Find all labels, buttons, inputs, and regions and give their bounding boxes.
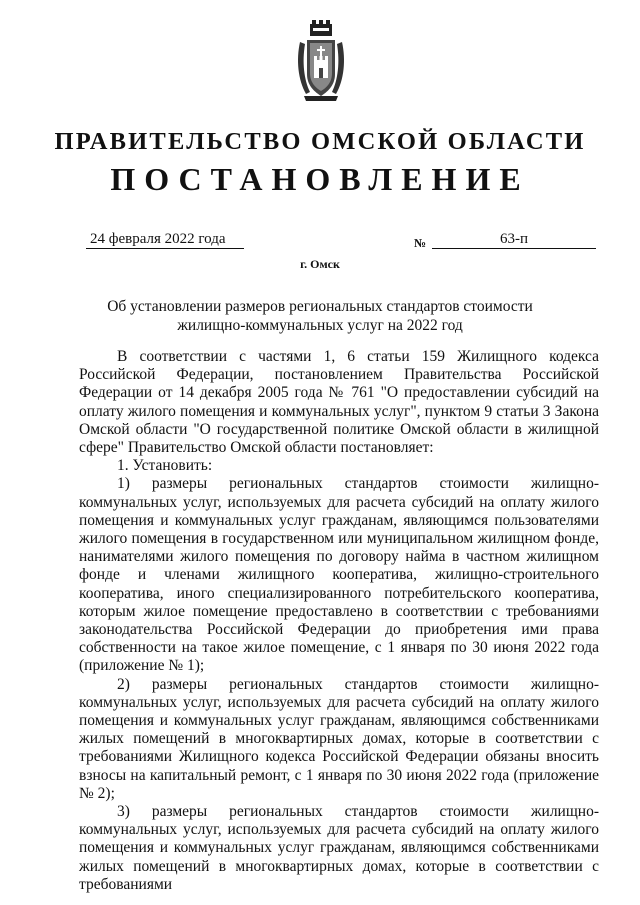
- omsk-coat-of-arms-icon: [296, 20, 346, 102]
- paragraph: 3) размеры региональных стандартов стоимости жилищно-коммунальных услуг, используемых для расчета субсидий на оплату жилого помещения и коммунальных услуг гражданам, являющимся собственниками жилых помещений в многоквартирных домах, которые в соответствии с требованиями: [79, 803, 599, 893]
- paragraph: 2) размеры региональных стандартов стоимости жилищно-коммунальных услуг, используемых для расчета субсидий на оплату жилого помещения и коммунальных услуг гражданам, являющимся собственниками жилых помещений в многоквартирных домах, которые в соответствии с требованиями Жилищного кодекса Российской Федерации обязаны вносить взносы на капитальный ремонт, с 1 января по 30 июня 2022 года (приложение № 2);: [79, 675, 599, 802]
- document-title: [80, 297, 560, 335]
- number-label: №: [414, 236, 427, 250]
- title-line: Об установлении размеров региональных стандартов стоимости: [107, 298, 533, 315]
- organization-name: ПРАВИТЕЛЬСТВО ОМСКОЙ ОБЛАСТИ: [54, 128, 586, 155]
- paragraph: В соответствии с частями 1, 6 статьи 159 Жилищного кодекса Российской Федерации, постановлением Правительства Российской Федерации от 14 декабря 2005 года № 761 "О предоставлении субсидий на оплату жилого помещения и коммунальных услуг", пунктом 9 статьи 3 Закона Омской области "О государственной политике Омской области в жилищной сфере" Правительство Омской области постановляет:: [79, 348, 599, 457]
- document-number: 63-п: [432, 230, 596, 249]
- paragraph: 1. Установить:: [117, 457, 213, 475]
- paragraph: 1) размеры региональных стандартов стоимости жилищно-коммунальных услуг, используемых для расчета субсидий на оплату жилого помещения и коммунальных услуг гражданам, являющимся пользователями жилого помещения в государственном или муниципальном жилищном фонде, нанимателями жилого помещения по договору найма в частном жилищном фонде и членами жилищного кооператива, жилищно-строительного кооператива, иного специализированного потребительского кооператива, которым жилое помещение предоставлено в соответствии с требованиями законодательства Российской Федерации до приобретения ими права собственности на такое жилое помещение, с 1 января по 30 июня 2022 года (приложение № 1);: [79, 475, 599, 675]
- document-body: [79, 348, 599, 894]
- document-date: 24 февраля 2022 года: [86, 230, 244, 249]
- document-type: ПОСТАНОВЛЕНИЕ: [110, 161, 530, 197]
- city: г. Омск: [300, 257, 340, 271]
- title-line: жилищно-коммунальных услуг на 2022 год: [177, 317, 463, 334]
